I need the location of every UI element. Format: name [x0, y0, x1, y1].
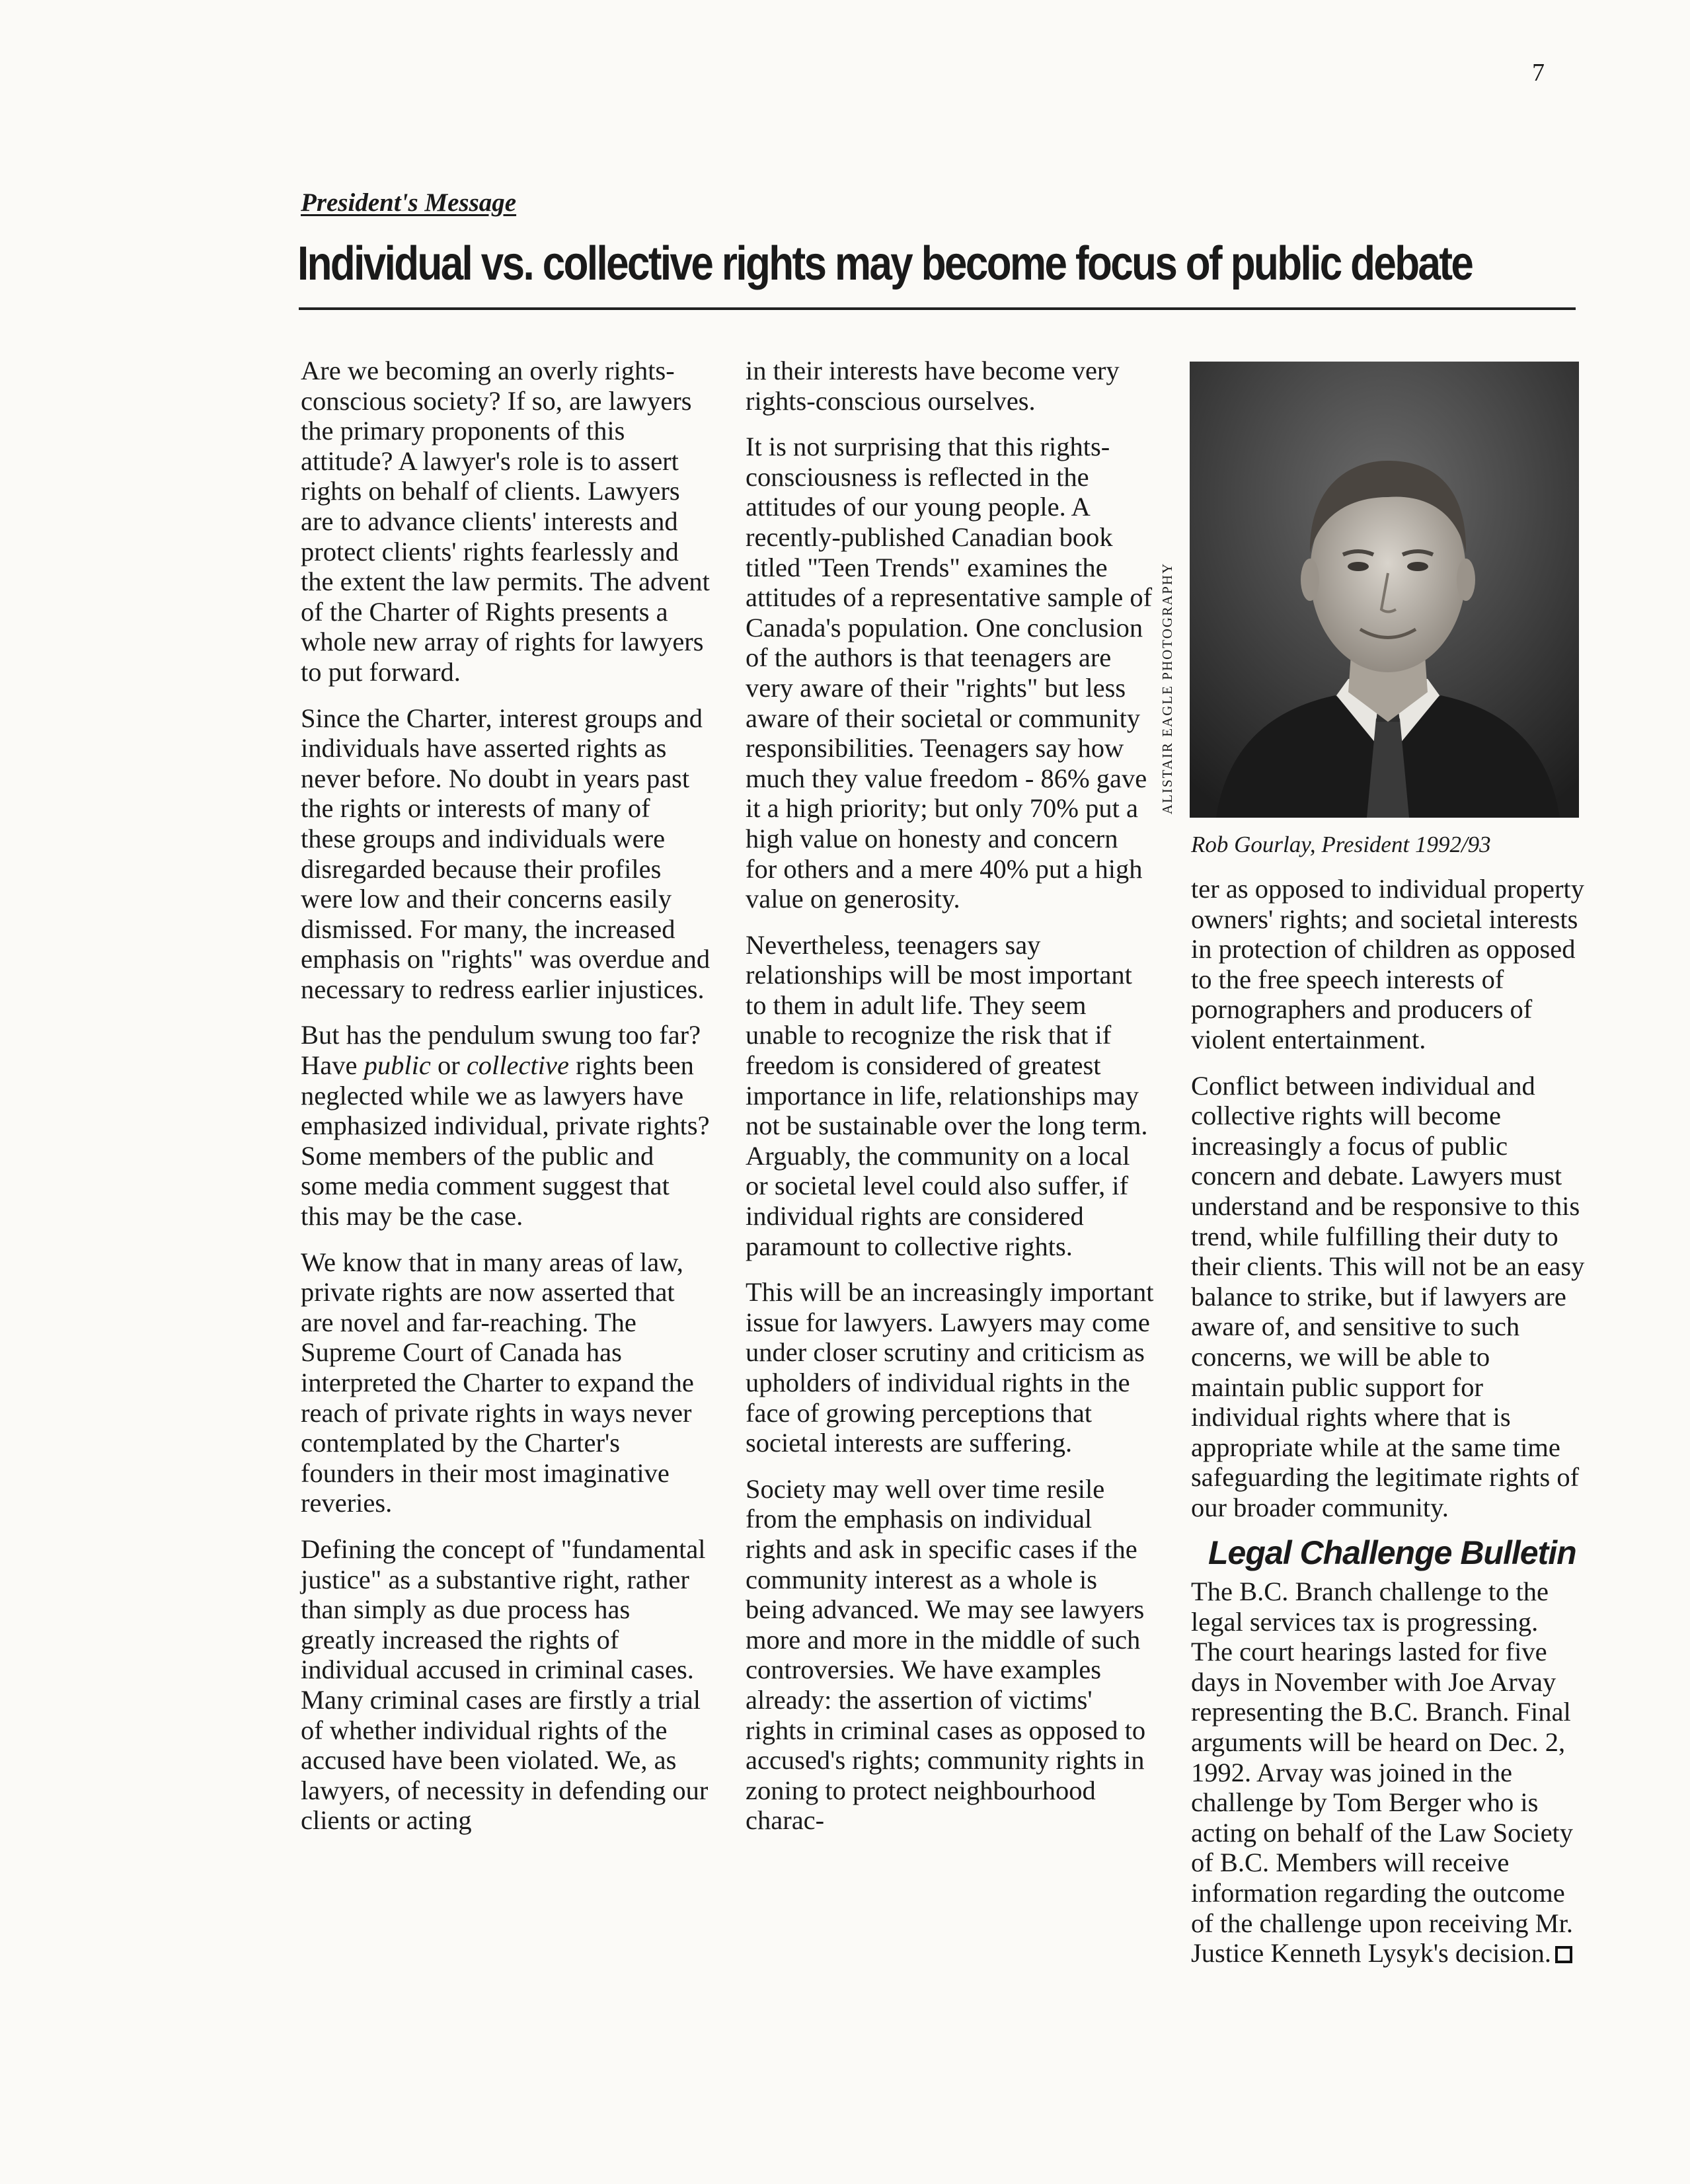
text-run: rights been neglected while we as lawyers have emphasized individual, private rights? Some members of the public and some media comment suggest that this may be the case. — [301, 1050, 710, 1231]
column-1 — [301, 356, 711, 1852]
paragraph — [1191, 1577, 1585, 1969]
paragraph: This will be an increasingly important issue for lawyers. Lawyers may come under closer scrutiny and criticism as upholders of individual rights in the face of growing perceptions that societal interests are suffering. — [746, 1277, 1154, 1458]
paragraph: We know that in many areas of law, private rights are now asserted that are novel and far-reaching. The Supreme Court of Canada has interpreted the Charter to expand the reach of private rights in ways never contemplated by the Charter's founders in their most imaginative reveries. — [301, 1247, 694, 1518]
bulletin-subhead: Legal Challenge Bulletin — [1208, 1534, 1576, 1572]
text-run: But has the pendulum swung too far? Have — [301, 1020, 701, 1081]
photo-caption: Rob Gourlay, President 1992/93 — [1191, 832, 1491, 857]
portrait-illustration — [1190, 362, 1579, 818]
paragraph: Since the Charter, interest groups and individuals have asserted rights as never before. No doubt in years past the rights or interests of many of these groups and individuals were disregarded because their profiles were low and their concerns easily dismissed. For many, the increased emphasis on "rights" was overdue and necessary to redress earlier injustices. — [301, 703, 711, 1004]
article-headline: Individual vs. collective rights may become focus of public debate — [297, 237, 1473, 290]
headline-rule — [299, 307, 1576, 310]
paragraph: Nevertheless, teenagers say relationships will be most important to them in adult life. They seem unable to recognize the risk that if freedom is considered of greatest importance in life, relationships may not be sustainable over the long term. Arguably, the community on a local or societal level could also suffer, if individual rights are considered paramount to collective rights. — [746, 929, 1148, 1261]
column-2 — [746, 356, 1155, 1852]
emphasis-public: public — [364, 1050, 431, 1081]
emphasis-collective: collective — [466, 1050, 569, 1081]
paragraph: Conflict between individual and collective rights will become increasingly a focus of public concern and debate. Lawyers must understand and be responsive to this trend, while fulfilling their duty to their clients. This will not be an easy balance to strike, but if lawyers are aware of, and sensitive to such concerns, we will be able to maintain public support for individual rights where that is appropriate while at the same time safeguarding the legitimate rights of our broader community. — [1191, 1070, 1585, 1522]
paragraph: Defining the concept of "fundamental justice" as a substantive right, rather than simply as due process has greatly increased the rights of individual accused in criminal cases. Many criminal cases are firstly a trial of whether individual rights of the accused have been violated. We, as lawyers, of necessity in defending our clients or acting — [301, 1534, 709, 1836]
paragraph: Are we becoming an overly rights-conscious society? If so, are lawyers the primary proponents of this attitude? A lawyer's role is to assert rights on behalf of clients. Lawyers are to advance clients' interests and protect clients' rights fearlessly and the extent the law permits. The advent of the Charter of Rights presents a whole new array of rights for lawyers to put forward. — [301, 356, 710, 687]
section-kicker: President's Message — [301, 188, 517, 217]
paragraph: Society may well over time resile from the emphasis on individual rights and ask in specific cases if the community interest as a whole is being advanced. We may see lawyers more and more in the middle of such controversies. We have examples already: the assertion of victims' rights in criminal cases as opposed to accused's rights; community rights in zoning to protect neighbourhood charac- — [746, 1473, 1146, 1836]
column-3 — [1191, 874, 1585, 1984]
text-run: or — [430, 1050, 467, 1081]
photo-credit: ALISTAIR EAGLE PHOTOGRAPHY — [1159, 562, 1175, 814]
paragraph: ter as opposed to individual property owners' rights; and societal interests in protection of children as opposed to the free speech interests of pornographers and producers of violent entertainment. — [1191, 874, 1585, 1054]
paragraph: in their interests have become very rights-conscious ourselves. — [746, 356, 1120, 416]
text-run: The B.C. Branch challenge to the legal services tax is progressing. The court hearings lasted for five days in November with Joe Arvay representing the B.C. Branch. Final arguments will be heard on Dec. 2, 1992. Arvay was joined in the challenge by Tom Berger who is acting on behalf of the Law Society of B.C. Members will receive information regarding the outcome of the challenge upon receiving Mr. Justice Kenneth Lysyk's decision. — [1191, 1577, 1574, 1969]
end-of-article-mark — [1555, 1946, 1572, 1963]
president-portrait-photo — [1190, 362, 1579, 818]
paragraph — [301, 1020, 711, 1231]
page-number: 7 — [1532, 59, 1545, 87]
paragraph: It is not surprising that this rights-consciousness is reflected in the attitudes of our young people. A recently-published Canadian book titled "Teen Trends" examines the attitudes of a representative sample of Canada's population. One conclusion of the authors is that teenagers are very aware of their "rights" but less aware of their societal or community responsibilities. Teenagers say how much they value freedom - 86% gave it a high priority; but only 70% put a high value on honesty and concern for others and a mere 40% put a high value on generosity. — [746, 432, 1153, 914]
